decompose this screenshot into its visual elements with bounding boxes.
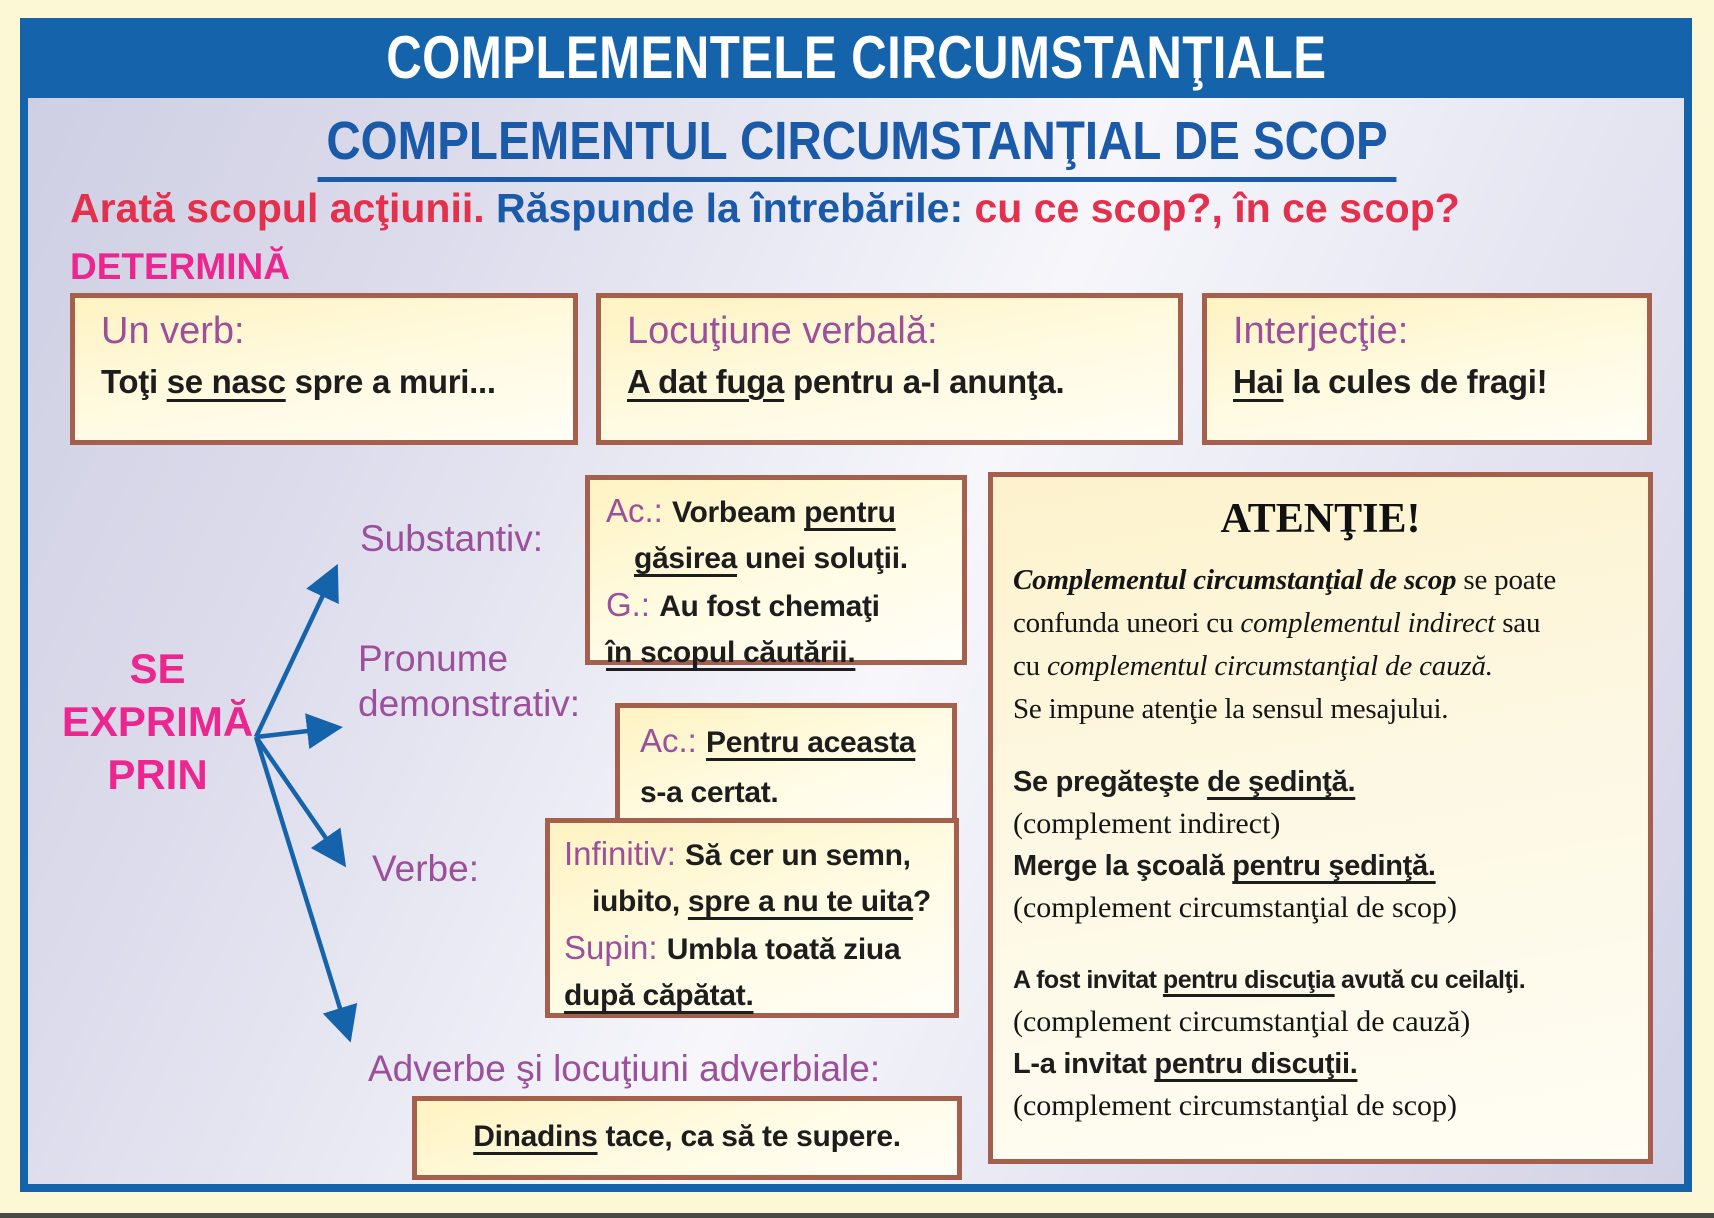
- page-subtitle: COMPLEMENTUL CIRCUMSTANŢIAL DE SCOP: [318, 112, 1397, 182]
- interjection-example-box: [1202, 293, 1652, 445]
- poster-bottom-edge: [0, 1213, 1714, 1218]
- subtitle-row: [0, 112, 1714, 182]
- definition-line: Arată scopul acţiunii. Răspunde la întrebările: cu ce scop?, în ce scop?: [70, 185, 1460, 231]
- attention-box: [988, 472, 1653, 1164]
- verbal-phrase-box-label: Locuţiune verbală:: [627, 310, 938, 352]
- substantiv-example-box: Ac.: Vorbeam pentru găsirea unei soluţii. G.: Au fost chemaţi în scopul căutării.: [585, 475, 967, 665]
- pronume-example-box: Ac.: Pentru aceasta s-a certat.: [615, 703, 957, 833]
- verb-example-box: [70, 293, 578, 445]
- adverbe-label: Adverbe şi locuţiuni adverbiale:: [368, 1048, 881, 1089]
- main-title: COMPLEMENTELE CIRCUMSTANŢIALE: [385, 24, 1327, 91]
- attention-paragraph: Complementul circumstanţial de scop se poate confunda uneori cu complementul indirect sau cu complementul circumstanţial de cauză. Se impune atenţie la sensul mesajului.: [1013, 564, 1556, 725]
- verbe-label: Verbe:: [372, 848, 479, 889]
- arrow-to-pronume: [256, 728, 334, 737]
- attention-title: ATENŢIE!: [1220, 496, 1421, 542]
- substantiv-label: Substantiv:: [360, 518, 544, 559]
- interjection-box-label: Interjecţie:: [1233, 310, 1409, 352]
- title-bar: [20, 18, 1692, 98]
- arrow-to-substantiv: [256, 572, 334, 737]
- attention-example-group-2: A fost invitat pentru discuţia avută cu ceilalţi. (complement circumstanţial de cauză) L-a invitat pentru discuţii. (complement circumstanţial de scop): [1013, 966, 1526, 1122]
- determina-heading: DETERMINĂ: [70, 246, 290, 287]
- pronume-demonstrativ-label: Pronume demonstrativ:: [358, 638, 581, 724]
- se-exprima-prin-label: SE EXPRIMĂ PRIN: [61, 645, 254, 798]
- verb-box-example: Toţi se nasc spre a muri...: [101, 363, 496, 400]
- attention-example-group-1: Se pregăteşte de şedinţă. (complement indirect) Merge la şcoală pentru şedinţă. (complement circumstanţial de scop): [1013, 766, 1458, 924]
- arrow-to-verbe: [256, 737, 341, 860]
- arrow-to-adverbe: [256, 737, 348, 1034]
- verbal-phrase-box-example: A dat fuga pentru a-l anunţa.: [627, 363, 1065, 400]
- verbe-example-box: Infinitiv: Să cer un semn, iubito, spre a nu te uita? Supin: Umbla toată ziua după căpătat.: [545, 818, 959, 1018]
- verbal-phrase-example-box: [596, 293, 1183, 445]
- expression-arrows: [230, 540, 365, 1055]
- interjection-box-example: Hai la cules de fragi!: [1233, 363, 1548, 400]
- adverbe-example-box: Dinadins tace, ca să te supere.: [412, 1096, 962, 1180]
- verb-box-label: Un verb:: [101, 310, 245, 352]
